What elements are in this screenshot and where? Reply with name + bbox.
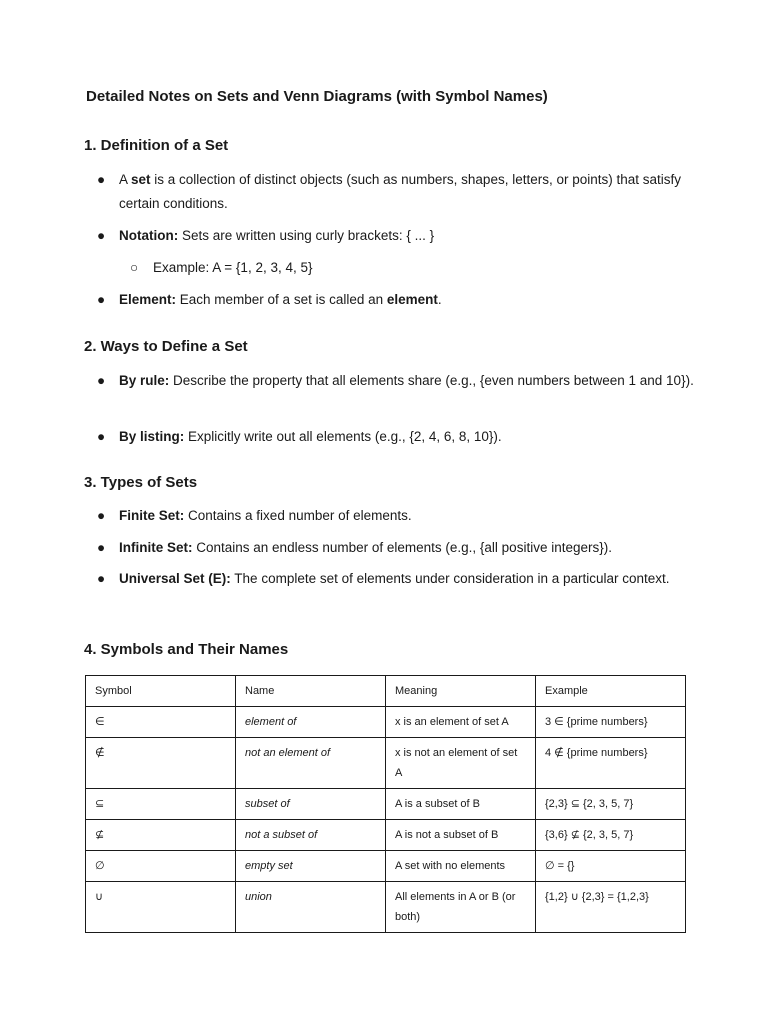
section-heading-ways: 2. Ways to Define a Set (84, 338, 248, 355)
bold-term: Element: (119, 292, 177, 307)
cell-example: {2,3} ⊆ {2, 3, 5, 7} (536, 789, 686, 820)
bold-term: Notation: (119, 228, 179, 243)
bullet-prefix: A (119, 172, 132, 187)
symbols-table (85, 675, 686, 933)
table-row (86, 851, 686, 882)
document-title: Detailed Notes on Sets and Venn Diagrams (with Symbol Names) (86, 88, 548, 105)
cell-meaning: x is not an element of set A (386, 738, 536, 789)
cell-name: not a subset of (236, 820, 386, 851)
bullet-text: Sets are written using curly brackets: { ... } (178, 228, 435, 243)
bullet-by-rule (119, 369, 699, 393)
table-row (86, 738, 686, 789)
cell-name: element of (236, 707, 386, 738)
bullet-by-listing (119, 425, 699, 449)
cell-example: {3,6} ⊈ {2, 3, 5, 7} (536, 820, 686, 851)
cell-example: 3 ∈ {prime numbers} (536, 707, 686, 738)
cell-example: 4 ∉ {prime numbers} (536, 738, 686, 789)
cell-meaning: x is an element of set A (386, 707, 536, 738)
bullet-text: is a collection of distinct objects (such as numbers, shapes, letters, or points) that satisfy certain conditions. (119, 172, 682, 211)
cell-meaning: A set with no elements (386, 851, 536, 882)
bullet-text: Explicitly write out all elements (e.g., {2, 4, 6, 8, 10}). (184, 429, 502, 444)
table-row (86, 707, 686, 738)
bullet-text: Contains a fixed number of elements. (184, 508, 412, 523)
bold-term: element (386, 292, 438, 307)
bullet-element (119, 288, 699, 312)
bullet-notation (119, 224, 699, 248)
table-row (86, 789, 686, 820)
cell-meaning: All elements in A or B (or both) (386, 882, 536, 933)
cell-symbol: ⊆ (86, 789, 236, 820)
bold-term: Universal Set (E): (119, 571, 231, 586)
bullet-icon: ● (97, 429, 106, 444)
bullet-icon: ● (97, 508, 106, 523)
cell-example: {1,2} ∪ {2,3} = {1,2,3} (536, 882, 686, 933)
cell-name: subset of (236, 789, 386, 820)
bullet-finite-set (119, 504, 699, 528)
bullet-universal-set (119, 567, 699, 591)
cell-symbol: ⊈ (86, 820, 236, 851)
bullet-icon: ● (97, 540, 106, 555)
bullet-icon: ● (97, 228, 106, 243)
sub-bullet-example: Example: A = {1, 2, 3, 4, 5} (153, 260, 313, 275)
bullet-text: Each member of a set is called an (176, 292, 387, 307)
bold-term: By listing: (119, 429, 185, 444)
bullet-infinite-set (119, 536, 699, 560)
bold-term: Finite Set: (119, 508, 185, 523)
cell-name: empty set (236, 851, 386, 882)
cell-symbol: ∈ (86, 707, 236, 738)
sub-bullet-icon: ○ (130, 260, 139, 275)
cell-meaning: A is not a subset of B (386, 820, 536, 851)
bullet-icon: ● (97, 292, 106, 307)
bullet-text: Describe the property that all elements share (e.g., {even numbers between 1 and 10}). (169, 373, 694, 388)
bullet-icon: ● (97, 373, 106, 388)
section-heading-definition: 1. Definition of a Set (84, 137, 229, 154)
bullet-suffix: . (437, 292, 442, 307)
bullet-text: The complete set of elements under consideration in a particular context. (230, 571, 670, 586)
bullet-set-definition (119, 168, 699, 216)
table-header-row (86, 676, 686, 707)
bullet-icon: ● (97, 172, 106, 187)
bullet-text: Contains an endless number of elements (e.g., {all positive integers}). (192, 540, 612, 555)
table-row (86, 820, 686, 851)
section-heading-types: 3. Types of Sets (84, 474, 198, 491)
cell-name: not an element of (236, 738, 386, 789)
bold-term: By rule: (119, 373, 170, 388)
bullet-icon: ● (97, 571, 106, 586)
table-row (86, 882, 686, 933)
cell-symbol: ∅ (86, 851, 236, 882)
bold-term: set (131, 172, 151, 187)
header-symbol: Symbol (86, 676, 236, 707)
header-example: Example (536, 676, 686, 707)
cell-example: ∅ = {} (536, 851, 686, 882)
cell-meaning: A is a subset of B (386, 789, 536, 820)
bold-term: Infinite Set: (119, 540, 193, 555)
section-heading-symbols: 4. Symbols and Their Names (84, 641, 289, 658)
cell-symbol: ∪ (86, 882, 236, 933)
header-name: Name (236, 676, 386, 707)
cell-name: union (236, 882, 386, 933)
header-meaning: Meaning (386, 676, 536, 707)
cell-symbol: ∉ (86, 738, 236, 789)
